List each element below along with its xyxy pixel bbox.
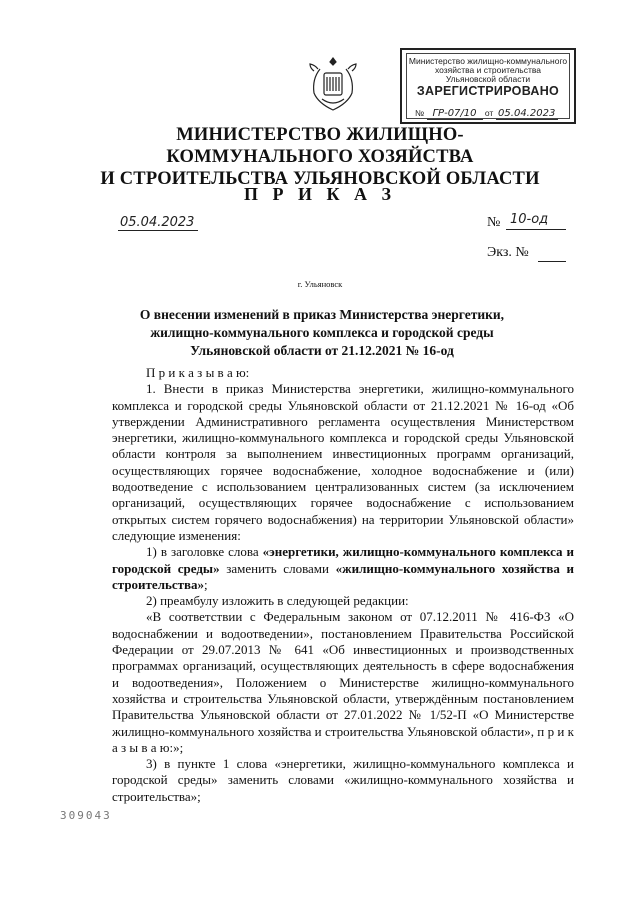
stamp-ministry-line: Министерство жилищно-коммунального [408,56,568,66]
registration-stamp [400,48,576,124]
order-number: 10-од [510,212,549,227]
order-directive: П р и к а з ы в а ю: [146,365,250,380]
ministry-name-line: И СТРОИТЕЛЬСТВА УЛЬЯНОВСКОЙ ОБЛАСТИ [100,169,540,189]
body-paragraph: 1) в заголовке слова «энергетики, жилищно-коммунального комплекса и городской среды» заменить словами «жилищно-коммунального хозяйства и строительства»; [112,544,575,592]
order-subject: О внесении изменений в приказ Министерства энергетики, жилищно-коммунального комплекса и городской среды Ульяновской области от 21.12.2021 № 16-од [139,307,505,358]
stamp-ministry-line: хозяйства и строительства [434,65,542,75]
order-date: 05.04.2023 [120,215,195,230]
coat-of-arms-emblem [308,55,358,113]
order-number-label: № [487,215,501,230]
copy-number-underline [538,261,566,262]
body-paragraph: 3) в пункте 1 слова «энергетики, жилищно-коммунального комплекса и городской среды» заменить словами «жилищно-коммунального хозяйства и строительства»; [112,756,574,804]
stamp-number-value: ГР-07/10 [427,108,483,120]
body-paragraph: «В соответствии с Федеральным законом от 07.12.2011 № 416-ФЗ «О водоснабжении и водоотведении», постановлением Правительства Российской Федерации от 29.07.2013 № 641 «Об инвестиционных и производственных программах организаций, осуществляющих деятельность в сфере водоснабжения и водоотведения», Положением о Министерстве жилищно-коммунального хозяйства и строительства Ульяновской области, утверждённым постановлением Правительства Ульяновской области от 27.01.2022 № 1/52-П «О Министерстве жилищно-коммунального хозяйства и строительства Ульяновской области», п р и к а з ы в а ю:»; [112,609,574,755]
body-paragraph: 2) преамбулу изложить в следующей редакции: [146,593,409,609]
date-underline [118,230,198,231]
ministry-name-line: МИНИСТЕРСТВО ЖИЛИЩНО-КОММУНАЛЬНОГО ХОЗЯЙСТВА [166,125,474,167]
order-body [112,365,574,805]
stamp-registration-row [415,108,563,122]
number-underline [506,229,566,230]
city: г. Ульяновск [297,279,343,289]
stamp-number-label: № [415,108,425,118]
stamp-date-label: от [484,108,494,118]
stamp-date-value: 05.04.2023 [496,108,558,120]
stamp-region-line: Ульяновской области [445,74,531,84]
copy-number-label: Экз. № [487,245,529,260]
body-paragraph: 1. Внести в приказ Министерства энергетики, жилищно-коммунального комплекса и городской среды Ульяновской области от 21.12.2021 № 16-од «Об утверждении Административного регламента осуществления Министерством энергетики, жилищно-коммунального комплекса и городской среды Ульяновской области контроля за выполнением инвестиционных программ организаций, осуществляющих горячее водоснабжение, холодное водоснабжение и (или) водоотведение с использованием централизованных систем (за исключением организаций, осуществляющих горячее водоснабжение с использованием открытых систем горячего водоснабжения) на территории Ульяновской области» следующие изменения: [112,381,574,543]
stamp-title: ЗАРЕГИСТРИРОВАНО [416,84,560,98]
ministry-name [90,124,550,190]
order-title: П Р И К А З [243,184,397,204]
document-code: 309043 [60,809,112,822]
